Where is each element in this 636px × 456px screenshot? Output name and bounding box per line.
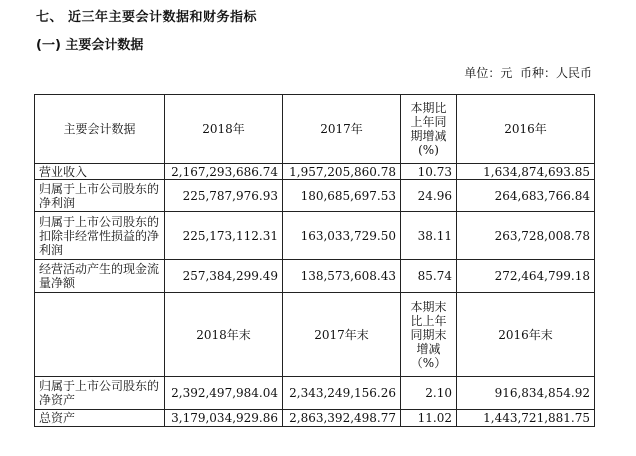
table-row bbox=[35, 180, 595, 212]
value-change: 11.02 bbox=[401, 410, 457, 427]
value-2018: 225,787,976.93 bbox=[165, 180, 283, 212]
header-change-end-cell: 本期末比上年同期末增减（%） bbox=[401, 293, 457, 377]
header-label-cell bbox=[35, 293, 165, 377]
value-change: 85.74 bbox=[401, 260, 457, 293]
value-2018-end: 3,179,034,929.86 bbox=[165, 410, 283, 427]
value-2018: 257,384,299.49 bbox=[165, 260, 283, 293]
header-2018-end-cell: 2018年末 bbox=[165, 293, 283, 377]
row-label: 经营活动产生的现金流量净额 bbox=[35, 260, 165, 293]
section-title: 七、 近三年主要会计数据和财务指标 bbox=[36, 10, 258, 25]
value-2017-end: 2,343,249,156.26 bbox=[283, 377, 401, 410]
value-2018: 2,167,293,686.74 bbox=[165, 164, 283, 180]
value-2017-end: 2,863,392,498.77 bbox=[283, 410, 401, 427]
value-2016-end: 916,834,854.92 bbox=[457, 377, 595, 410]
value-2016: 263,728,008.78 bbox=[457, 212, 595, 260]
row-label: 归属于上市公司股东的扣除非经常性损益的净利润 bbox=[35, 212, 165, 260]
sub-title: (一) 主要会计数据 bbox=[36, 38, 144, 53]
table-header-row bbox=[35, 95, 595, 164]
header-2016-end-cell: 2016年末 bbox=[457, 293, 595, 377]
table-row bbox=[35, 260, 595, 293]
row-label: 总资产 bbox=[35, 410, 165, 427]
value-change: 24.96 bbox=[401, 180, 457, 212]
header-change-cell: 本期比上年同期增减(%) bbox=[401, 95, 457, 164]
value-2016: 272,464,799.18 bbox=[457, 260, 595, 293]
value-2016: 264,683,766.84 bbox=[457, 180, 595, 212]
value-change: 2.10 bbox=[401, 377, 457, 410]
table-header-row bbox=[35, 293, 595, 377]
table-row bbox=[35, 212, 595, 260]
row-label: 营业收入 bbox=[35, 164, 165, 180]
value-2018-end: 2,392,497,984.04 bbox=[165, 377, 283, 410]
row-label: 归属于上市公司股东的净利润 bbox=[35, 180, 165, 212]
accounting-data-table bbox=[34, 94, 595, 427]
unit-currency-line: 单位：元 币种：人民币 bbox=[464, 66, 592, 80]
header-2017-cell: 2017年 bbox=[283, 95, 401, 164]
value-2018: 225,173,112.31 bbox=[165, 212, 283, 260]
header-2018-cell: 2018年 bbox=[165, 95, 283, 164]
table-row bbox=[35, 377, 595, 410]
table-row bbox=[35, 410, 595, 427]
header-2017-end-cell: 2017年末 bbox=[283, 293, 401, 377]
value-2016: 1,634,874,693.85 bbox=[457, 164, 595, 180]
header-2016-cell: 2016年 bbox=[457, 95, 595, 164]
value-2017: 1,957,205,860.78 bbox=[283, 164, 401, 180]
value-change: 10.73 bbox=[401, 164, 457, 180]
value-change: 38.11 bbox=[401, 212, 457, 260]
header-label-cell: 主要会计数据 bbox=[35, 95, 165, 164]
value-2017: 163,033,729.50 bbox=[283, 212, 401, 260]
value-2017: 180,685,697.53 bbox=[283, 180, 401, 212]
row-label: 归属于上市公司股东的净资产 bbox=[35, 377, 165, 410]
table-row bbox=[35, 164, 595, 180]
value-2017: 138,573,608.43 bbox=[283, 260, 401, 293]
value-2016-end: 1,443,721,881.75 bbox=[457, 410, 595, 427]
